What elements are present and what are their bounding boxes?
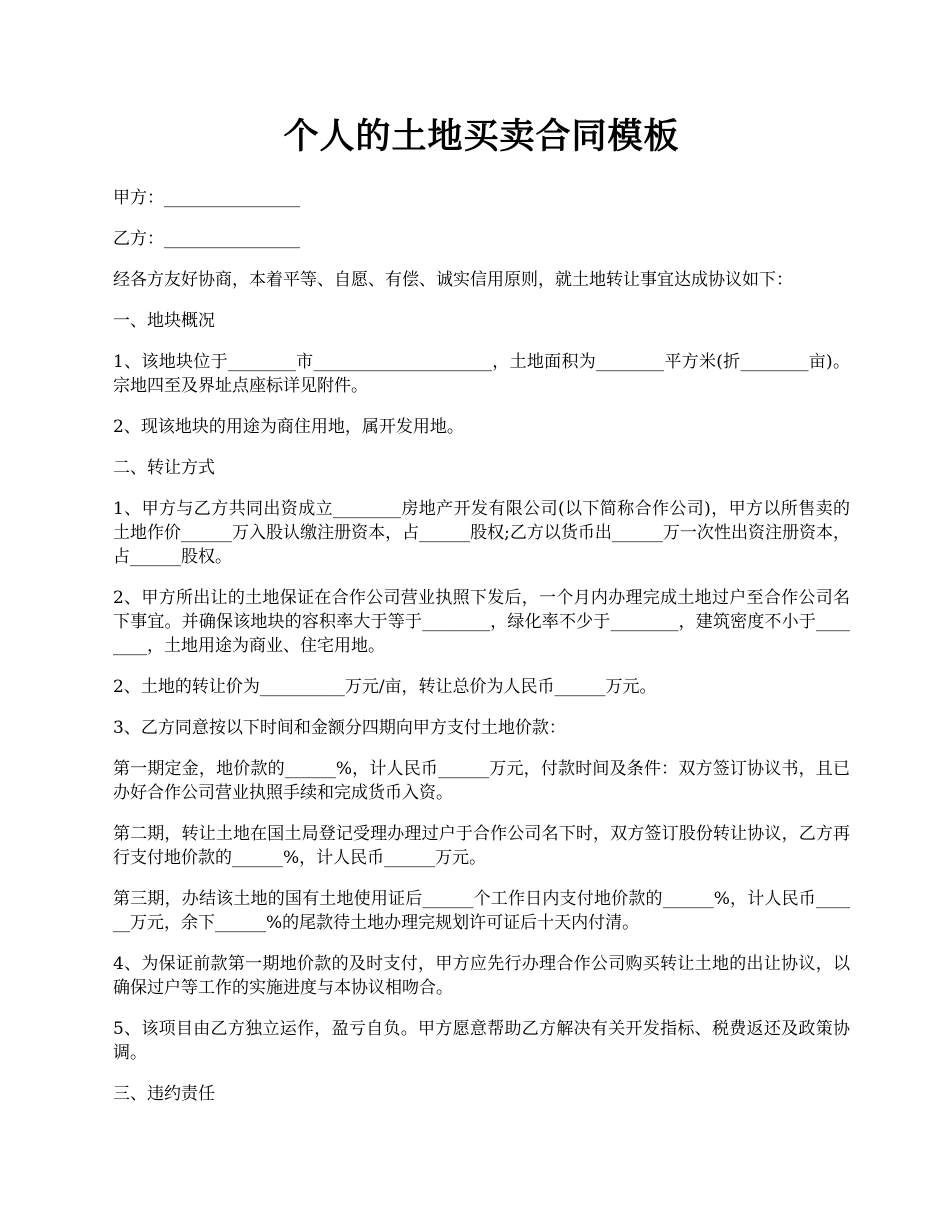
clause-2-5: 5、该项目由乙方独立运作，盈亏自负。甲方愿意帮助乙方解决有关开发指标、税费返还及政策协调。 [113, 1019, 850, 1063]
clause-2-2: 2、甲方所出让的土地保证在合作公司营业执照下发后，一个月内办理完成土地过户至合作公司名下事宜。并确保该地块的容积率大于等于________，绿化率不少于________，建筑密度不小于________，土地用途为商业、住宅用地。 [113, 588, 850, 656]
clause-2-2b: 2、土地的转让价为__________万元/亩，转让总价为人民币______万元。 [113, 677, 657, 697]
payment-phase-1: 第一期定金，地价款的______%，计人民币______万元，付款时间及条件：双方签订协议书，且已办好合作公司营业执照手续和完成货币入资。 [113, 759, 850, 803]
payment-phase-2: 第二期，转让土地在国土局登记受理办理过户于合作公司名下时，双方签订股份转让协议，乙方再行支付地价款的______%，计人民币______万元。 [113, 824, 850, 868]
clause-1-2: 2、现该地块的用途为商住用地，属开发用地。 [113, 417, 464, 437]
section-heading-3: 三、违约责任 [113, 1084, 215, 1104]
clause-2-1: 1、甲方与乙方共同出资成立________房地产开发有限公司(以下简称合作公司)，甲方以所售卖的土地作价______万入股认缴注册资本，占______股权;乙方以货币出______万一次性出资注册资本，占______股权。 [113, 499, 850, 567]
document-title: 个人的土地买卖合同模板 [283, 116, 680, 157]
section-heading-1: 一、地块概况 [113, 311, 215, 331]
clause-2-3: 3、乙方同意按以下时间和金额分四期向甲方支付土地价款： [113, 718, 566, 738]
section-heading-2: 二、转让方式 [113, 458, 215, 478]
party-a-line: 甲方：________________ [113, 188, 300, 208]
clause-1-1: 1、该地块位于________市_____________________，土地面积为________平方米(折________亩)。宗地四至及界址点座标详见附件。 [113, 352, 850, 396]
payment-phase-3: 第三期，办结该土地的国有土地使用证后______个工作日内支付地价款的______%，计人民币______万元，余下______%的尾款待土地办理完规划许可证后十天内付清。 [113, 889, 850, 933]
preamble: 经各方友好协商，本着平等、自愿、有偿、诚实信用原则，就土地转让事宜达成协议如下： [113, 270, 793, 290]
party-b-line: 乙方：________________ [113, 229, 300, 249]
clause-2-4: 4、为保证前款第一期地价款的及时支付，甲方应先行办理合作公司购买转让土地的出让协议，以确保过户等工作的实施进度与本协议相吻合。 [113, 954, 850, 998]
